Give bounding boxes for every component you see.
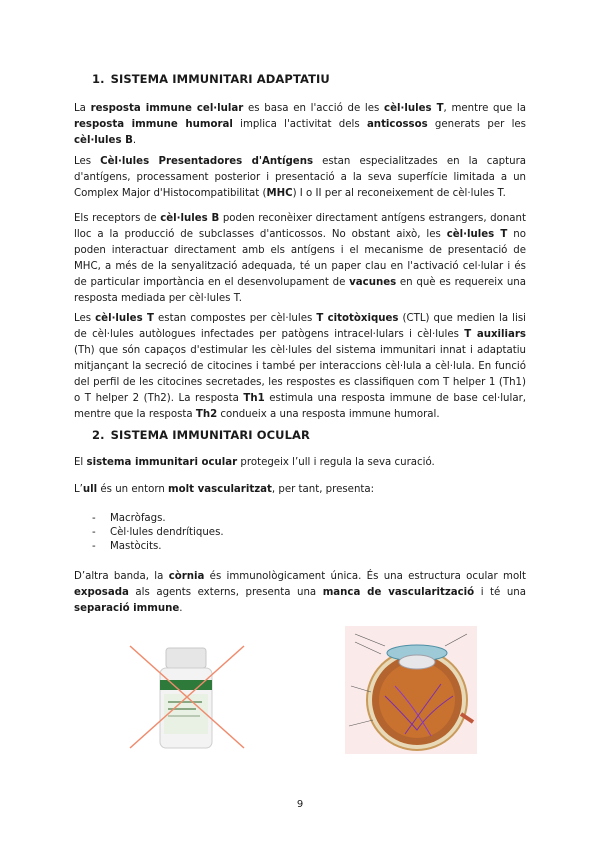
paragraph-apc: Les Cèl·lules Presentadores d'Antígens estan especialitzades en la captura d'antígens, processament posterior i presentació a la seva superfície limitada a un Complex Major d'Histocompatibilitat (MHC) I o II per al reconeixement de cèl·lules T. <box>74 156 526 199</box>
list-item: - Cèl·lules dendrítiques. <box>92 526 224 540</box>
paragraph-ocular-system: El sistema immunitari ocular protegeix l’ull i regula la seva curació. <box>74 457 435 468</box>
paragraph-eye-vascular: L’ull és un entorn molt vascularitzat, per tant, presenta: <box>74 484 375 495</box>
eye-lens <box>399 655 435 669</box>
paragraph-t-cells: Les cèl·lules T estan compostes per cèl·lules T citotòxiques (CTL) que medien la lisi de cèl·lules autòlogues infectades per patògens intracel·lulars i cèl·lules T auxiliars (Th) que són capaços d'estimular les cèl·lules del sistema immunitari innat i adaptatiu mitjançant la secreció de citocines i també per interaccions cèl·lula a cèl·lula. En funció del perfil de les citocines secretades, les respostes es classifiquen com T helper 1 (Th1) o T helper 2 (Th2). La resposta Th1 estimula una resposta immune de base cel·lular, mentre que la resposta Th2 condueix a una resposta immune humoral. <box>74 313 526 420</box>
crossed-bottle-image <box>122 642 252 754</box>
section-heading-2: 2. SISTEMA IMMUNITARI OCULAR <box>92 428 311 442</box>
paragraph-cornea: D’altra banda, la còrnia és immunològicament única. És una estructura ocular molt exposada als agents externs, presenta una manca de vascularització i té una separació immune. <box>74 571 526 614</box>
cell-type-list <box>92 512 224 554</box>
eye-anatomy-image <box>345 626 477 754</box>
section-heading-1: 1. SISTEMA IMMUNITARI ADAPTATIU <box>92 72 330 86</box>
bottle-cap <box>166 648 206 668</box>
bottle-label <box>164 694 208 734</box>
page-number: 9 <box>296 799 304 810</box>
list-item: - Mastòcits. <box>92 540 224 554</box>
list-item: - Macròfags. <box>92 512 224 526</box>
paragraph-cellular-humoral: La resposta immune cel·lular es basa en l'acció de les cèl·lules T, mentre que la resposta immune humoral implica l'activitat dels anticossos generats per les cèl·lules B. <box>74 103 526 146</box>
paragraph-receptors: Els receptors de cèl·lules B poden reconèixer directament antígens estrangers, donant lloc a la producció de subclasses d'anticossos. No obstant això, les cèl·lules T no poden interactuar directament amb els antígens i el mecanisme de presentació de MHC, a més de la senyalització adequada, té un paper clau en l'activació cel·lular i és de particular importància en el desenvolupament de vacunes en què es requereix una resposta mediada per cèl·lules T. <box>74 213 527 304</box>
